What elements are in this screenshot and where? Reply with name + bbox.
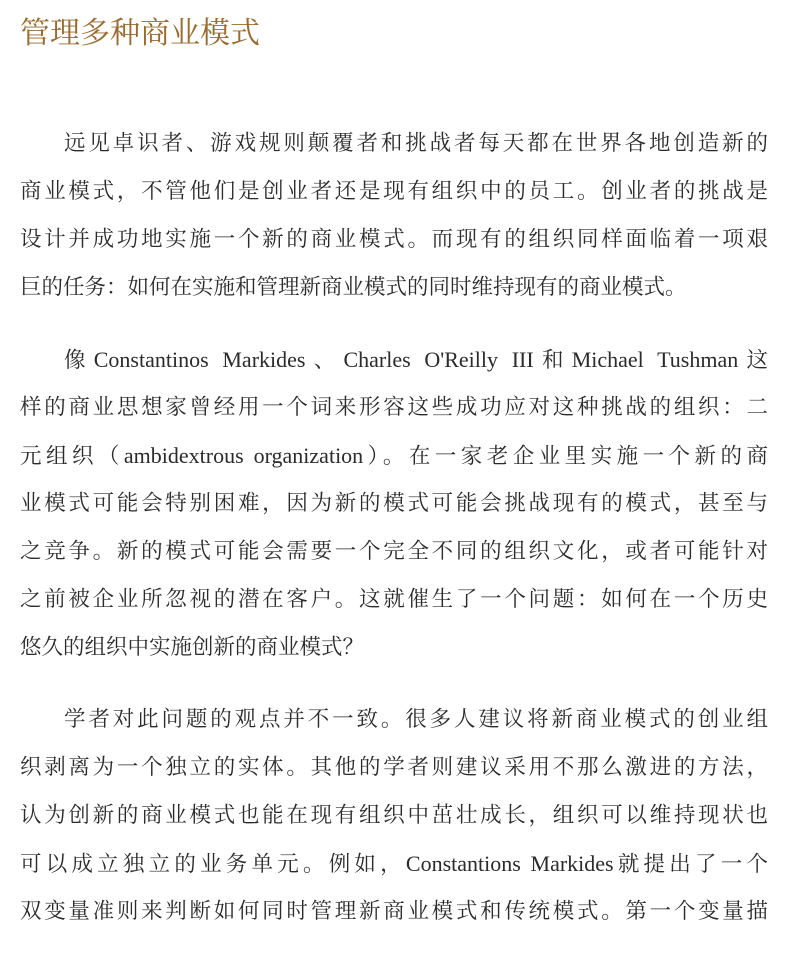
text-run: 这 [738, 348, 768, 373]
text-run: Constantinos Markides [93, 347, 306, 372]
text-line [20, 384, 768, 432]
text-run: 和 [533, 348, 572, 373]
text-line [20, 528, 768, 576]
text-run: Constantions Markides [405, 851, 614, 876]
text-line [20, 744, 768, 792]
text-line [20, 696, 768, 744]
text-run: 巨的任务：如何在实施和管理新商业模式的同时维持现有的商业模式。 [20, 275, 687, 300]
text-run: 设计并成功地实施一个新的商业模式。而现有的组织同样面临着一项艰 [20, 227, 768, 252]
text-run: 学者对此问题的观点并不一致。很多人建议将新商业模式的创业组 [64, 707, 768, 732]
text-run: Michael Tushman [571, 347, 739, 372]
text-run: 之竞争。新的模式可能会需要一个完全不同的组织文化，或者可能针对 [20, 539, 768, 564]
text-line [20, 576, 768, 624]
text-run: 样的商业思想家曾经用一个词来形容这些成功应对这种挑战的组织：二 [20, 395, 768, 420]
text-line [20, 120, 768, 168]
text-run: 可以成立独立的业务单元。例如， [20, 852, 406, 877]
text-line [20, 336, 768, 384]
text-run: 远见卓识者、游戏规则颠覆者和挑战者每天都在世界各地创造新的 [64, 131, 768, 156]
text-run: 像 [64, 348, 94, 373]
text-run: 业模式可能会特别困难，因为新的模式可能会挑战现有的模式，甚至与 [20, 491, 768, 516]
text-run: 悠久的组织中实施创新的商业模式？ [20, 635, 365, 660]
article-body [20, 96, 768, 958]
text-line [20, 888, 768, 936]
text-line [20, 168, 768, 216]
text-run: 双变量准则来判断如何同时管理新商业模式和传统模式。第一个变量描 [20, 899, 768, 924]
text-line [20, 480, 768, 528]
text-run: 织剥离为一个独立的实体。其他的学者则建议采用不那么激进的方法， [20, 755, 768, 780]
text-line [20, 792, 768, 840]
text-run: ）。在一家老企业里实施一个新的商 [363, 444, 768, 469]
text-run: 之前被企业所忽视的潜在客户。这就催生了一个问题：如何在一个历史 [20, 587, 768, 612]
text-run: 商业模式，不管他们是创业者还是现有组织中的员工。创业者的挑战是 [20, 179, 768, 204]
text-line [20, 624, 768, 672]
text-line [20, 264, 768, 312]
text-line [20, 216, 768, 264]
text-run: Charles O'Reilly III [343, 347, 534, 372]
page-title: 管理多种商业模式 [20, 16, 260, 51]
text-run: ambidextrous organization [123, 443, 364, 468]
text-run: 认为创新的商业模式也能在现有组织中茁壮成长，组织可以维持现状也 [20, 803, 768, 828]
text-line [20, 432, 768, 480]
text-run: 元组织（ [20, 444, 124, 469]
text-line [20, 840, 768, 888]
text-run: 就提出了一个 [613, 852, 768, 877]
text-run: 、 [305, 348, 344, 373]
